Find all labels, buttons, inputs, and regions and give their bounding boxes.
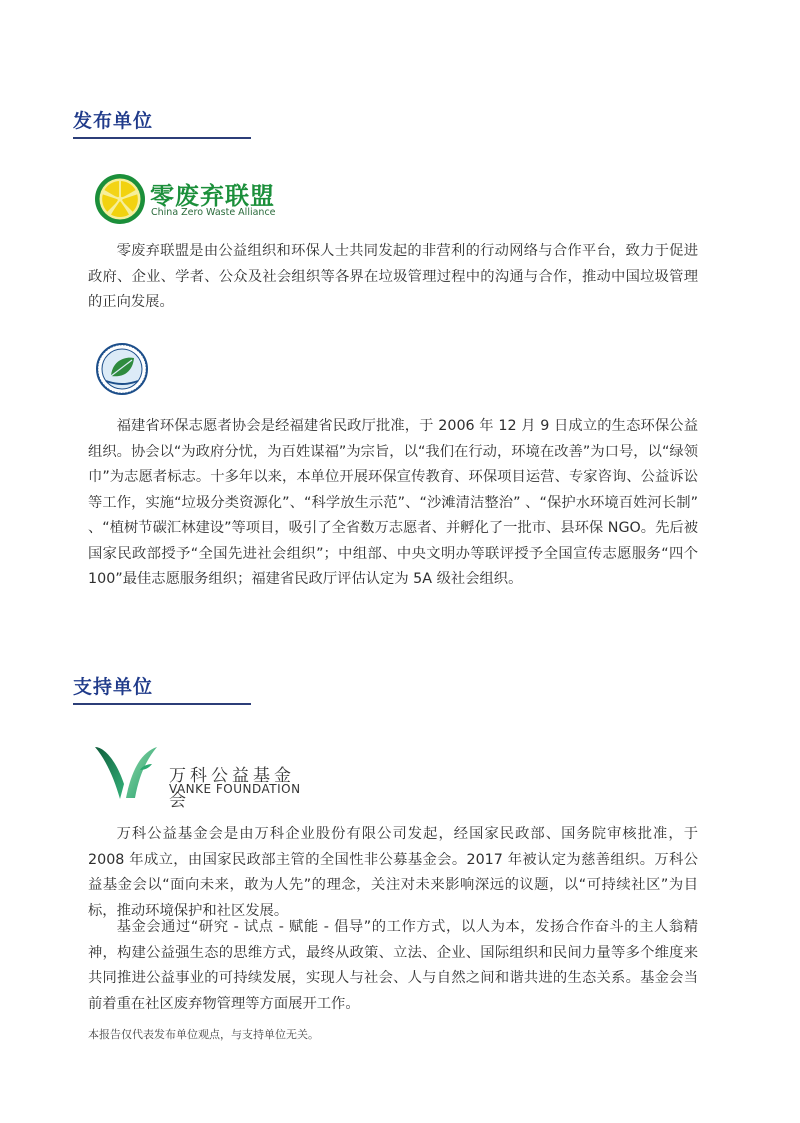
zero-waste-alliance-logo	[94, 172, 294, 228]
vanke-foundation-paragraph-1: 万科公益基金会是由万科企业股份有限公司发起，经国家民政部、国务院审核批准，于 2008 年成立，由国家民政部主管的全国性非公募基金会。2017 年被认定为慈善组织。万科公益基金会以“面向未来，敢为人先”的理念，关注对未来影响深远的议题，以“可持续社区”为目标，推动环境保护和社区发展。	[88, 826, 698, 919]
section-title-publisher: 发布单位	[73, 110, 154, 132]
zero-waste-alliance-description: 零废弃联盟是由公益组织和环保人士共同发起的非营利的行动网络与合作平台，致力于促进政府、企业、学者、公众及社会组织等各界在垃圾管理过程中的沟通与合作，推动中国垃圾管理的正向发展。	[88, 243, 698, 310]
association-emblem-icon	[92, 343, 152, 395]
vanke-foundation-paragraph-2: 基金会通过“研究 - 试点 - 赋能 - 倡导”的工作方式，以人为本，发扬合作奋斗的主人翁精神，构建公益强生态的思维方式，最终从政策、立法、企业、国际组织和民间力量等多个维度来共同推进公益事业的可持续发展，实现人与社会、人与自然之间和谐共进的生态关系。基金会当前着重在社区废弃物管理等方面展开工作。	[88, 919, 698, 1012]
zero-waste-alliance-name: 零废弃联盟	[150, 182, 275, 210]
vanke-foundation-logo	[94, 744, 314, 811]
section-divider	[73, 137, 251, 139]
lemon-slice-icon	[94, 173, 146, 225]
vanke-v-mark-icon	[94, 744, 158, 800]
zero-waste-alliance-english-name: China Zero Waste Alliance	[151, 207, 276, 218]
disclaimer-note: 本报告仅代表发布单位观点，与支持单位无关。	[88, 1028, 319, 1041]
section-title-supporter: 支持单位	[73, 676, 154, 698]
vanke-foundation-chinese-name: 万科公益基金会	[169, 766, 295, 811]
fujian-association-description: 福建省环保志愿者协会是经福建省民政厅批准，于 2006 年 12 月 9 日成立的生态环保公益组织。协会以“为政府分忧，为百姓谋福”为宗旨，以“我们在行动，环境在改善”为口号，以“绿领巾”为志愿者标志。十多年以来，本单位开展环保宣传教育、环保项目运营、专家咨询、公益诉讼等工作，实施“垃圾分类资源化”、“科学放生示范”、“沙滩清洁整治” 、“保护水环境百姓河长制” 、“植树节碳汇林建设”等项目，吸引了全省数万志愿者、并孵化了一批市、县环保 NGO。先后被国家民政部授予“全国先进社会组织”；中组部、中央文明办等联评授予全国宣传志愿服务“四个 100”最佳志愿服务组织；福建省民政厅评估认定为 5A 级社会组织。	[88, 418, 698, 587]
vanke-foundation-english-name: VANKE FOUNDATION	[169, 782, 301, 796]
fujian-volunteer-association-logo	[92, 343, 152, 395]
section-divider	[73, 703, 251, 705]
